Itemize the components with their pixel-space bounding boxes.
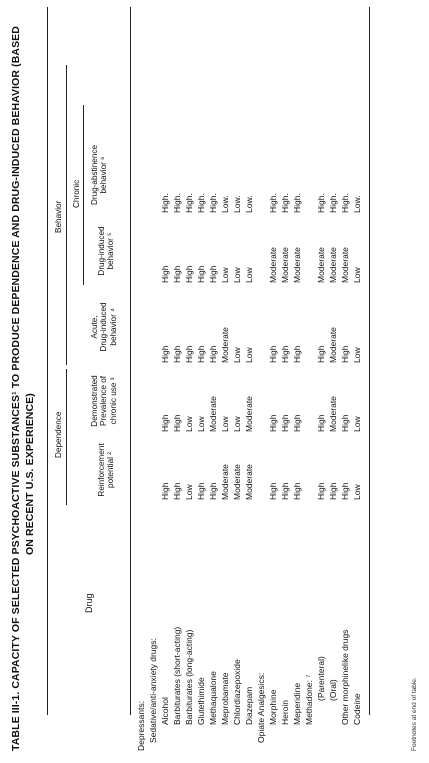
header-prevalence-line: Demonstrated — [90, 375, 99, 427]
table-cell-acute: Low — [352, 347, 362, 363]
behavior-rule — [66, 65, 67, 365]
table-cell-acute: High — [268, 345, 278, 363]
table-cell-prevalence: High — [280, 414, 290, 432]
table-cell-chronic-induced: High — [196, 265, 206, 283]
table-cell-reinforcement: High — [340, 482, 350, 500]
table-row-drug: Methadone: ⁷ — [304, 674, 314, 725]
header-chronic-induced-line: behavior ⁵ — [106, 232, 116, 270]
table-row-drug: Glutethimide — [196, 677, 206, 725]
table-cell-acute: High — [280, 345, 290, 363]
table-cell-acute: Low — [232, 347, 242, 363]
table-cell-prevalence: High — [160, 414, 170, 432]
table-cell-prevalence: Low — [196, 416, 206, 432]
table-title-line-2: ON RECENT U.S. EXPERIENCE) — [24, 393, 36, 555]
chronic-rule — [83, 105, 84, 285]
table-cell-acute: High — [184, 345, 194, 363]
table-cell-acute: High — [316, 345, 326, 363]
table-cell-reinforcement: Moderate — [220, 464, 230, 500]
table-row-drug: Methaqualone — [208, 671, 218, 725]
table-row-drug: Alcohol — [160, 697, 170, 725]
table-cell-abstinence: High. — [160, 193, 170, 213]
table-cell-reinforcement: Low — [184, 484, 194, 500]
group-opiates: Opiate Analgesics: — [256, 672, 266, 743]
table-cell-reinforcement: High — [292, 482, 302, 500]
table-cell-acute: High — [340, 345, 350, 363]
table-cell-prevalence: Low — [220, 416, 230, 432]
header-acute-line: behavior ⁴ — [108, 308, 118, 346]
table-cell-chronic-induced: Moderate — [328, 247, 338, 283]
table-cell-prevalence: High — [268, 414, 278, 432]
table-title-line-1: TABLE III-1. CAPACITY OF SELECTED PSYCHOACTIVE SUBSTANCES¹ TO PRODUCE DEPENDENCE AND DRUG-INDUCED BEHAVIOR (BASED — [10, 26, 22, 751]
top-rule — [47, 7, 48, 715]
table-cell-reinforcement: High — [316, 482, 326, 500]
header-abstinence-line: behavior ⁶ — [99, 156, 109, 194]
table-cell-abstinence: High. — [292, 193, 302, 213]
table-cell-acute: High — [292, 345, 302, 363]
table-cell-reinforcement: High — [172, 482, 182, 500]
bottom-rule — [369, 7, 370, 715]
header-abstinence-line: Drug-abstinence — [90, 144, 99, 206]
table-cell-abstinence: High. — [340, 193, 350, 213]
table-row-drug: Chlordiazepoxide — [232, 659, 242, 725]
table-row-drug: Meprobamate — [220, 672, 230, 725]
header-chronic: Chronic — [72, 179, 81, 208]
table-cell-reinforcement: High — [268, 482, 278, 500]
table-row-drug: (Oral) — [328, 679, 338, 701]
table-cell-abstinence: High. — [280, 193, 290, 213]
table-cell-chronic-induced: Moderate — [340, 247, 350, 283]
table-cell-reinforcement: High — [208, 482, 218, 500]
table-cell-chronic-induced: Low — [244, 267, 254, 283]
footnote-reference: Footnotes at end of table. — [411, 677, 418, 751]
header-drug: Drug — [84, 593, 94, 613]
header-reinforcement-line: potential ² — [106, 452, 116, 488]
table-cell-acute: High — [208, 345, 218, 363]
table-cell-chronic-induced: Low — [220, 267, 230, 283]
table-cell-abstinence: Low. — [244, 195, 254, 213]
table-cell-prevalence: High — [340, 414, 350, 432]
header-acute-line: Drug-induced — [99, 302, 109, 352]
table-cell-chronic-induced: Low — [232, 267, 242, 283]
table-cell-acute: Moderate — [220, 327, 230, 363]
table-row-drug: Barbiturates (long-acting) — [184, 629, 194, 725]
group-sedative: Sedative/anti-anxiety drugs: — [148, 638, 158, 743]
table-cell-acute: High — [196, 345, 206, 363]
header-dependence: Dependence — [54, 411, 63, 458]
table-row-drug: Barbiturates (short-acting) — [172, 626, 182, 725]
header-prevalence-line: Prevalence of — [99, 375, 109, 427]
table-row-drug: Heroin — [280, 699, 290, 725]
table-cell-reinforcement: Moderate — [244, 464, 254, 500]
table-cell-reinforcement: Low — [352, 484, 362, 500]
table-cell-prevalence: Moderate — [208, 396, 218, 432]
table-cell-acute: Moderate — [328, 327, 338, 363]
header-bottom-rule — [130, 7, 131, 715]
header-behavior: Behavior — [54, 200, 63, 233]
table-cell-prevalence: High — [316, 414, 326, 432]
table-cell-reinforcement: High — [280, 482, 290, 500]
table-cell-chronic-induced: High — [160, 265, 170, 283]
table-cell-abstinence: Low. — [220, 195, 230, 213]
table-cell-abstinence: High. — [208, 193, 218, 213]
table-cell-prevalence: High — [292, 414, 302, 432]
header-reinforcement-line: Reinforcement — [97, 443, 106, 497]
table-cell-prevalence: Low — [232, 416, 242, 432]
table-cell-prevalence: High — [172, 414, 182, 432]
table-cell-chronic-induced: High — [208, 265, 218, 283]
table-cell-abstinence: High. — [172, 193, 182, 213]
table-cell-chronic-induced: High — [184, 265, 194, 283]
table-cell-prevalence: Low — [352, 416, 362, 432]
table-cell-abstinence: Low. — [352, 195, 362, 213]
header-acute-line: Acute, — [90, 315, 99, 339]
header-abstinence — [90, 130, 109, 220]
table-row-drug: Codeine — [352, 693, 362, 725]
table-cell-reinforcement: Moderate — [232, 464, 242, 500]
table-cell-reinforcement: High — [196, 482, 206, 500]
table-cell-chronic-induced: Low — [352, 267, 362, 283]
table-cell-chronic-induced: High — [172, 265, 182, 283]
table-row-drug: (Parenteral) — [316, 656, 326, 701]
dependence-rule — [66, 369, 67, 505]
table-cell-acute: High — [172, 345, 182, 363]
table-cell-abstinence: High. — [196, 193, 206, 213]
table-row-drug: Morphine — [268, 689, 278, 725]
table-cell-acute: High — [160, 345, 170, 363]
header-chronic-induced-line: Drug-induced — [97, 226, 106, 276]
table-cell-abstinence: Low. — [232, 195, 242, 213]
group-depressants: Depressants: — [136, 700, 146, 751]
table-row-drug: Other morphinelike drugs — [340, 629, 350, 725]
table-cell-chronic-induced: Moderate — [292, 247, 302, 283]
table-cell-abstinence: High. — [328, 193, 338, 213]
table-cell-abstinence: High. — [316, 193, 326, 213]
table-cell-chronic-induced: Moderate — [268, 247, 278, 283]
header-prevalence-line: chronic use ³ — [108, 377, 118, 425]
table-cell-abstinence: High. — [184, 193, 194, 213]
table-cell-abstinence: High. — [268, 193, 278, 213]
table-row-drug: Meperidine — [292, 682, 302, 725]
table-row-drug: Diazepam — [244, 686, 254, 725]
table-cell-acute: Low — [244, 347, 254, 363]
table-cell-prevalence: Moderate — [328, 396, 338, 432]
table-cell-chronic-induced: Moderate — [316, 247, 326, 283]
table-cell-chronic-induced: Moderate — [280, 247, 290, 283]
table-cell-reinforcement: High — [160, 482, 170, 500]
table-cell-prevalence: Low — [184, 416, 194, 432]
table-cell-prevalence: Moderate — [244, 396, 254, 432]
table-cell-reinforcement: High — [328, 482, 338, 500]
